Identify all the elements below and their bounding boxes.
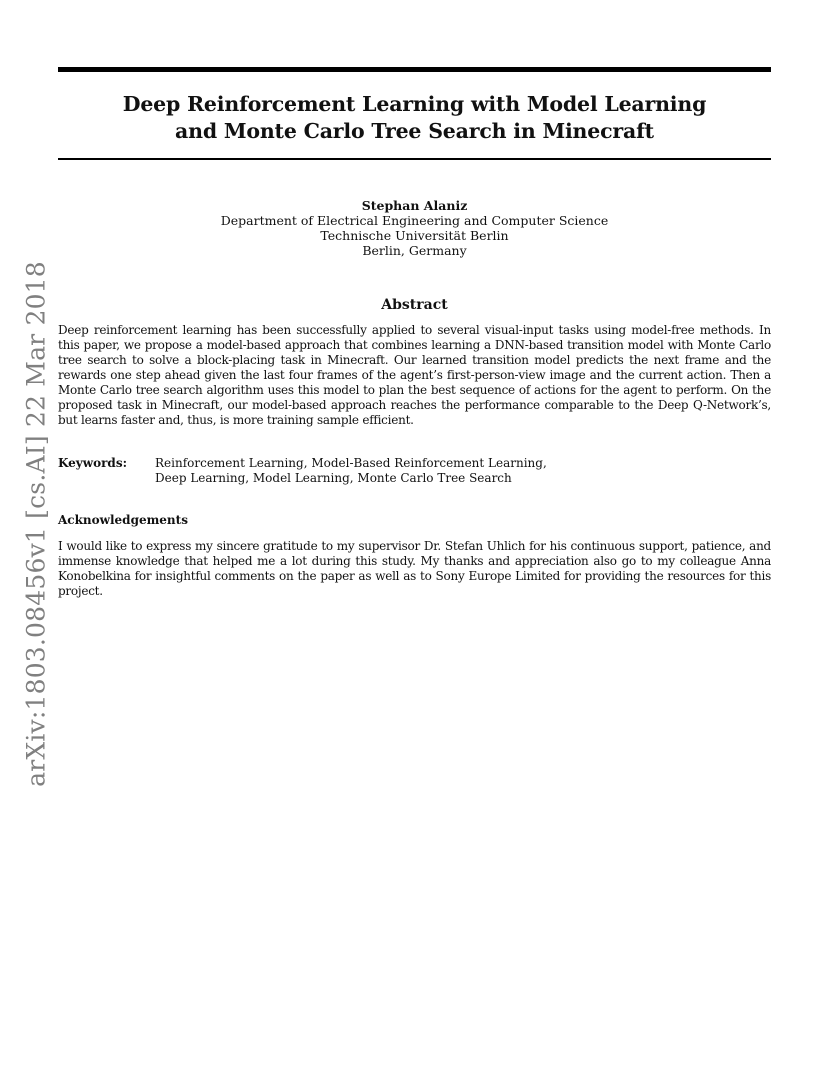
author-location: Berlin, Germany [362,243,467,258]
paper-title [58,91,771,145]
arxiv-identifier-stamp: arXiv:1803.08456v1 [cs.AI] 22 Mar 2018 [21,261,51,787]
abstract-heading: Abstract [381,297,448,313]
author-block [58,198,771,258]
author-university: Technische Universität Berlin [320,228,509,243]
title-top-rule [58,67,771,72]
acknowledgements-text: I would like to express my sincere gratitude to my supervisor Dr. Stefan Uhlich for his continuous support, patience, and immense knowledge that helped me a lot during this study. My thanks and appreciation also go to my colleague Anna Konobelkina for insightful comments on the paper as well as to Sony Europe Limited for providing the resources for this project. [58,539,771,598]
keywords-label: Keywords: [58,456,128,470]
acknowledgements-heading: Acknowledgements [58,513,188,527]
title-bottom-rule [58,158,771,160]
keywords-line-2: Deep Learning, Model Learning, Monte Carlo Tree Search [155,471,512,485]
keywords-values [155,456,645,486]
author-name: Stephan Alaniz [361,198,468,213]
keywords-block [58,456,771,486]
author-department: Department of Electrical Engineering and Computer Science [220,213,609,228]
paper-title-line-2: and Monte Carlo Tree Search in Minecraft [175,119,654,143]
keywords-line-1: Reinforcement Learning, Model-Based Reinforcement Learning, [155,456,547,470]
paper-title-line-1: Deep Reinforcement Learning with Model Learning [122,92,707,116]
abstract-text: Deep reinforcement learning has been successfully applied to several visual-input tasks using model-free methods. In this paper, we propose a model-based approach that combines learning a DNN-based transition model with Monte Carlo tree search to solve a block-placing task in Minecraft. Our learned transition model predicts the next frame and the rewards one step ahead given the last four frames of the agent’s first-person-view image and the current action. Then a Monte Carlo tree search algorithm uses this model to plan the best sequence of actions for the agent to perform. On the proposed task in Minecraft, our model-based approach reaches the performance comparable to the Deep Q-Network’s, but learns faster and, thus, is more training sample efficient. [58,323,771,427]
